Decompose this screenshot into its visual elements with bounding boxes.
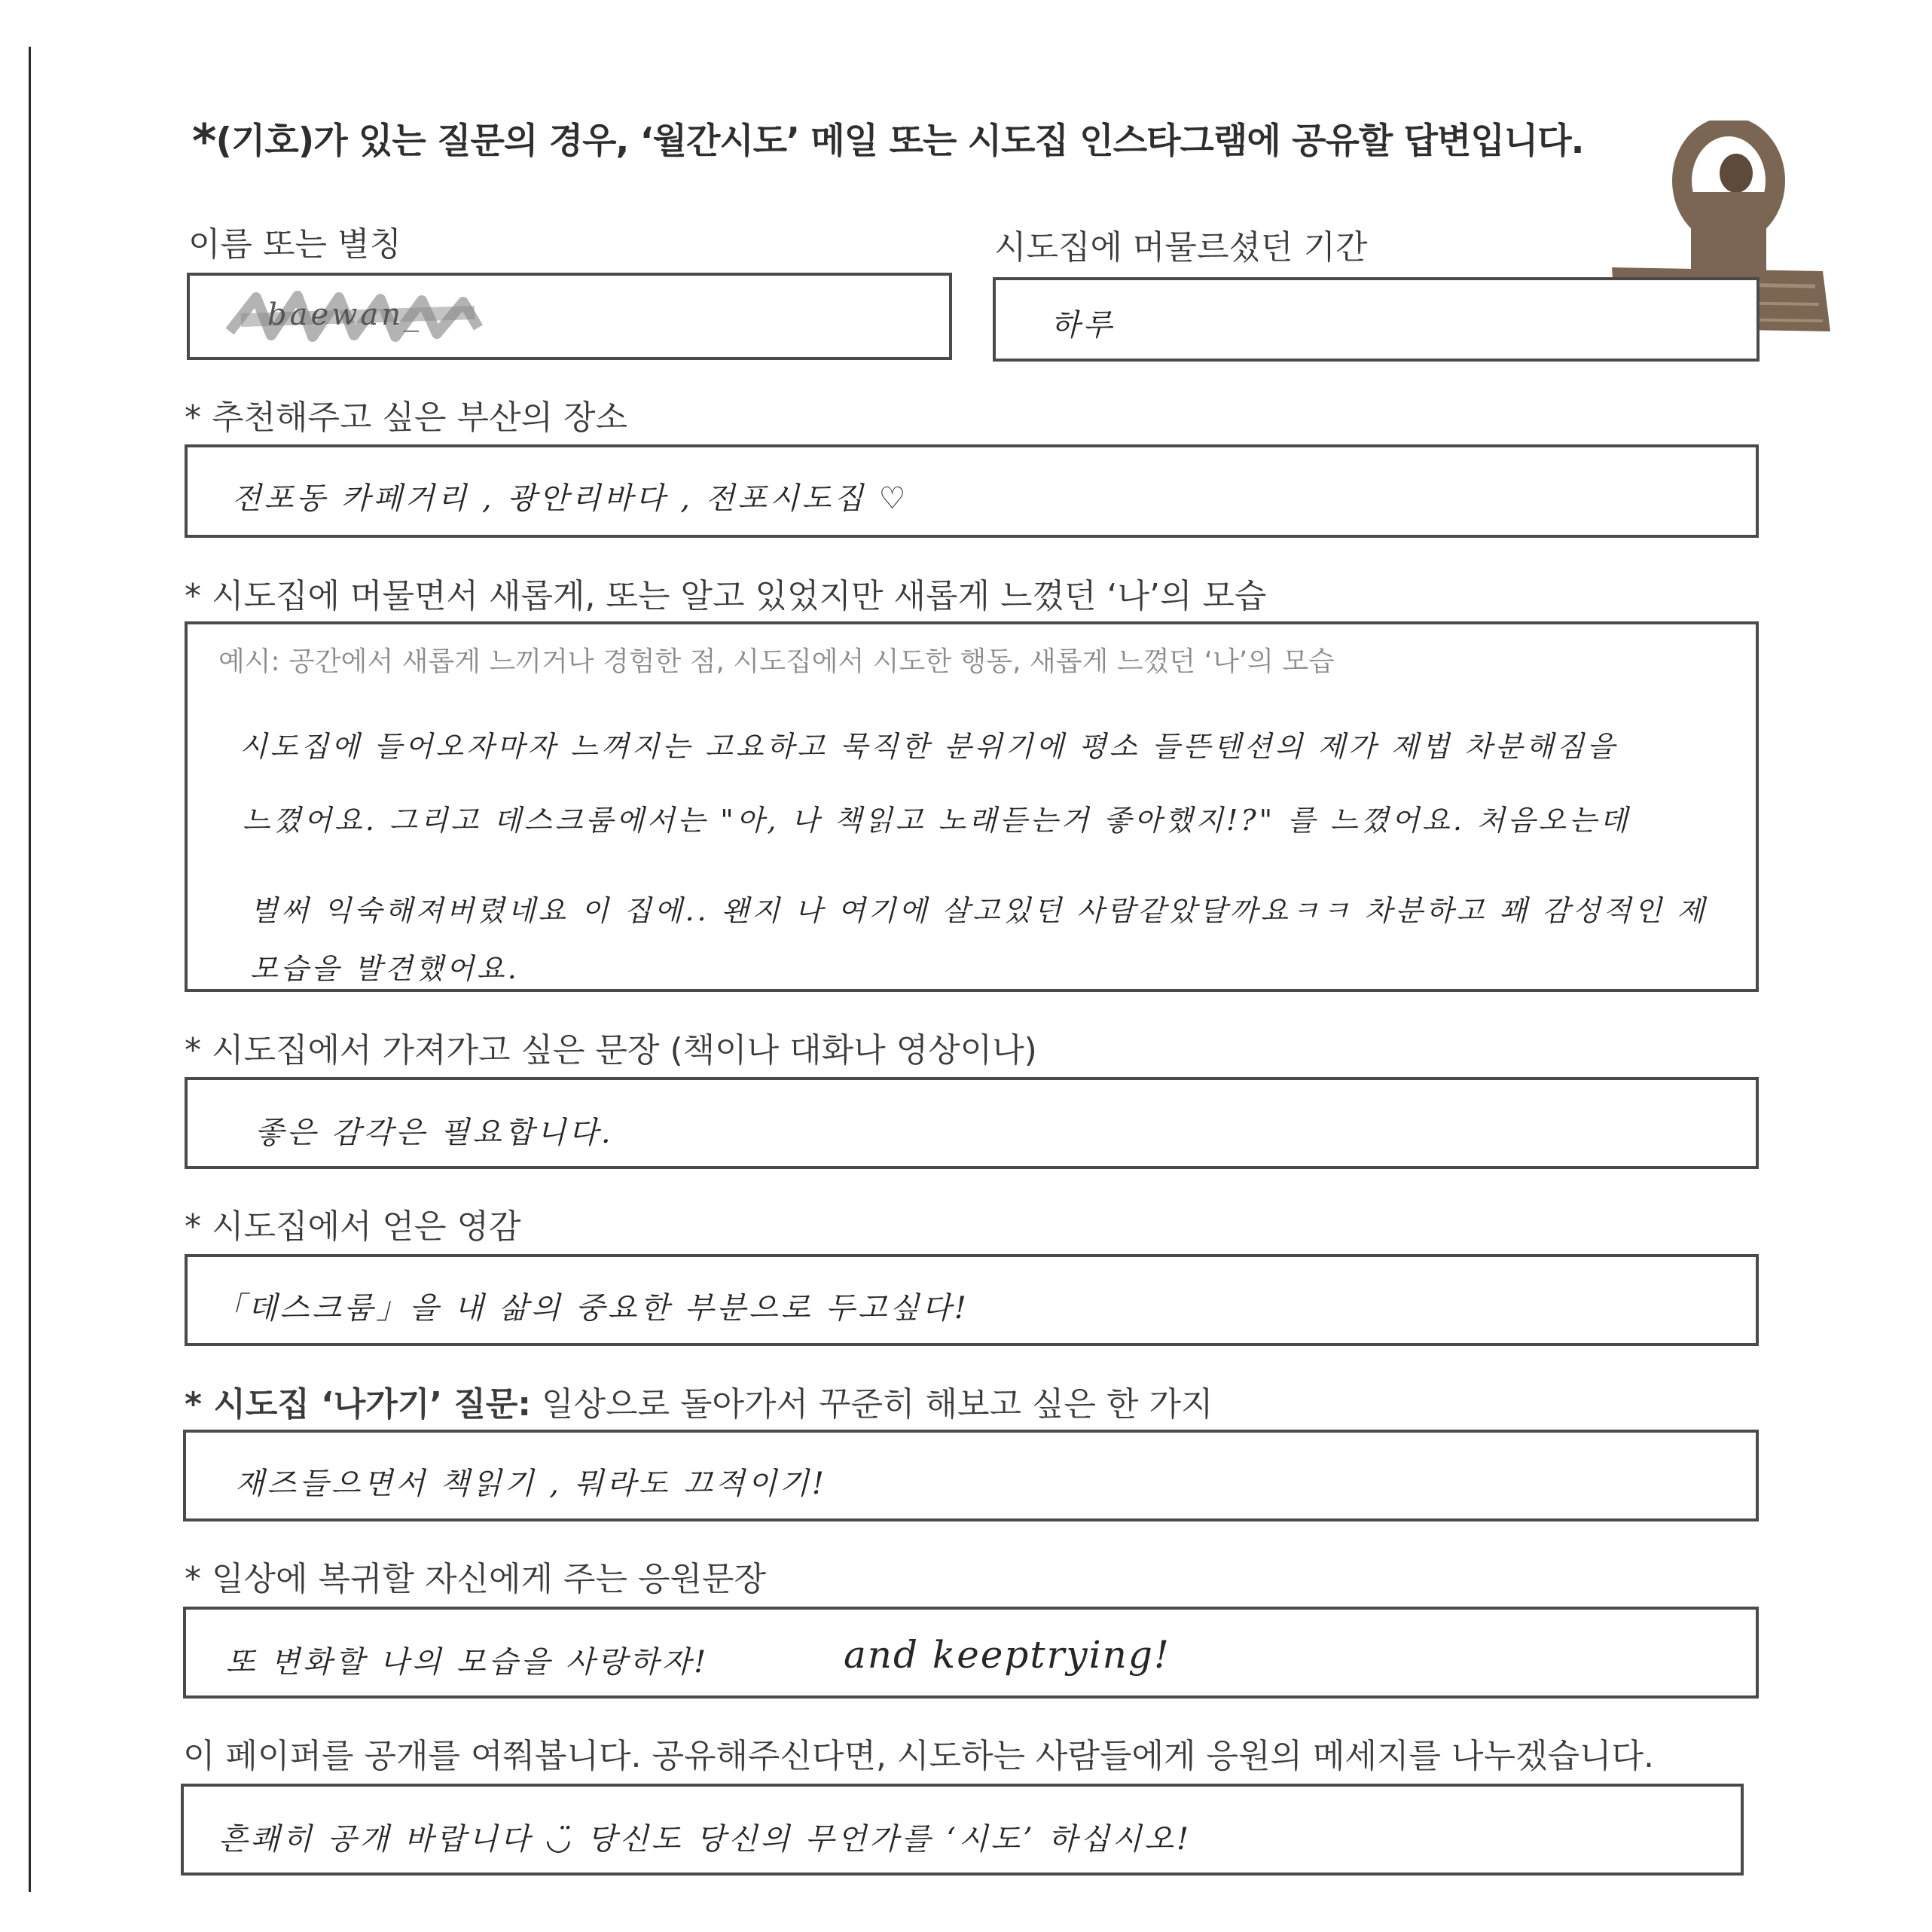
self-answer-line-4: 모습을 발견했어요. (250, 952, 520, 985)
exit-question-rest: 일상으로 돌아가서 꾸준히 해보고 싶은 한 가지 (531, 1385, 1213, 1424)
exit-answer: 재즈들으면서 책읽기 , 뭐라도 끄적이기! (235, 1467, 827, 1501)
inspiration-question: * 시도집에서 얻은 영감 (185, 1207, 521, 1246)
inspiration-answer: 「데스크룸」을 내 삶의 중요한 부분으로 두고싶다! (215, 1291, 969, 1326)
cheer-answer-en-and: and keeptrying! (844, 1633, 1170, 1677)
self-answer-line-3: 벌써 익숙해져버렸네요 이 집에.. 왠지 나 여기에 살고있던 사람같았달까요ㅋㅋ 차분하고 꽤 감성적인 제 (250, 894, 1708, 927)
sentence-question: * 시도집에서 가져가고 싶은 문장 (책이나 대화나 영상이나) (185, 1031, 1037, 1070)
notice-text: (기호)가 있는 질문의 경우, ‘월간시도’ 메일 또는 시도집 인스타그램에 공유할 답변입니다. (215, 121, 1584, 162)
notice-star: * (192, 114, 216, 169)
self-answer-line-1: 시도집에 들어오자마자 느껴지는 고요하고 묵직한 분위기에 평소 들뜬텐션의 제가 제법 차분해짐을 (240, 730, 1618, 763)
sentence-answer: 좋은 감각은 필요합니다. (255, 1116, 614, 1150)
cheer-answer-ko: 또 변화할 나의 모습을 사랑하자! (226, 1645, 710, 1680)
exit-question-bold: * 시도집 ‘나가기’ 질문: (185, 1385, 532, 1424)
sharing-notice (192, 113, 1584, 169)
period-label: 시도집에 머물르셨던 기간 (994, 228, 1368, 267)
period-value: 하루 (1051, 308, 1116, 343)
places-answer: 전포동 카페거리 , 광안리바다 , 전포시도집 ♡ (232, 481, 909, 516)
name-value: baewan_ (267, 298, 422, 332)
share-question: 이 페이퍼를 공개를 여쭤봅니다. 공유해주신다면, 시도하는 사람들에게 응원의 메세지를 나누겠습니다. (183, 1737, 1654, 1775)
name-label: 이름 또는 별칭 (188, 225, 401, 264)
exit-question (185, 1377, 1213, 1425)
places-question: * 추천해주고 싶은 부산의 장소 (185, 398, 627, 437)
self-question: * 시도집에 머물면서 새롭게, 또는 알고 있었지만 새롭게 느꼈던 ‘나’의 모습 (185, 577, 1267, 615)
self-answer-line-2: 느꼈어요. 그리고 데스크룸에서는 "아, 나 책읽고 노래듣는거 좋아했지!?" 를 느꼈어요. 처음오는데 (243, 804, 1631, 837)
share-answer: 흔쾌히 공개 바랍니다 ◡̈ 당신도 당신의 무언가를 ‘시도’ 하십시오! (218, 1822, 1192, 1857)
self-example: 예시: 공간에서 새롭게 느끼거나 경험한 점, 시도집에서 시도한 행동, 새롭게 느꼈던 ‘나’의 모습 (218, 646, 1335, 677)
page-margin-line (29, 47, 31, 1892)
cheer-question: * 일상에 복귀할 자신에게 주는 응원문장 (185, 1560, 766, 1598)
